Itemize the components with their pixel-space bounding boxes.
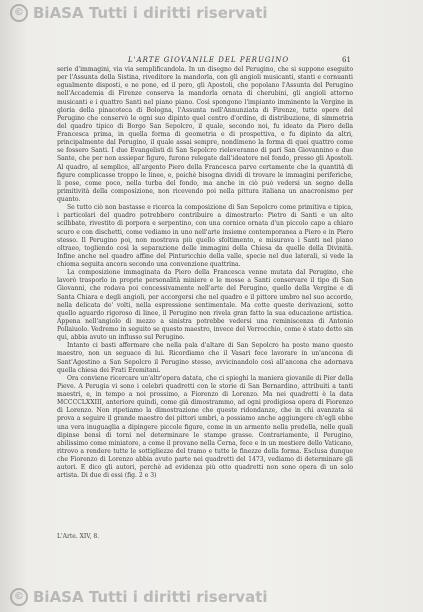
copyright-icon: © [10,4,28,22]
paragraph: La composizione immaginata da Piero della Francesca venne mutata dal Perugino, che lavorò trasporlo in proprie personalità miniere e le mosse a Santi conservare il tipo di San Giovanni, che rodava poi concessivamente nell'arte del Perugino, quello della Vergine e di Santa Chiara e degli angioli, per accorgersi che nel quadro e il pittore umbro nel suo accordo, nella delicata de' volti, nella espressione sentimentale. Ma cotte queste derivazioni, sotto quello aguardo rigoroso di linee, il Perugino non rivela gran fatto la sua educazione artistica. Appena nell'angiolo di mezzo a sinistra potrebbe vedersi una reminiscenza di Antonio Pollaiuolo. Vedremo in seguito se questo maestro, invece del Verrocchio, come è stato detto sin qui, abbia avuto un influsso sul Perugino. [57,269,353,342]
body-text [57,66,353,480]
watermark-text: BiASA Tutti i diritti riservati [33,588,268,606]
running-head-title: L'ARTE GIOVANILE DEL PERUGINO [128,56,290,64]
watermark-bottom [10,588,268,606]
watermark-text: BiASA Tutti i diritti riservati [33,4,268,22]
paragraph: Intanto ci basti affermare che nella pala d'altare di San Sepolcro ha posto mano questo maestro, non un seguace di lui. Ricordiamo che il Vasari fece lavorare in un'ancona di Sant'Agostino a San Sepolcro il Perugino stesso, avvicinandolo così all'ancona che adornava quella chiesa dei Frati Eremitani. [57,342,353,374]
paragraph: Ora conviene ricercare un'altr'opera datata, che ci spieghi la maniera giovanile di Pier della Pieve. A Perugia vi sono i celebri quadretti con le storie di San Bernardino, attribuiti a tanti maestri, e, in tempo a noi prossimo, a Fiorenzo di Lorenzo. Ma nei quadretti è la data MCCCCLXXIII, anteriore quindi, come già dimostrammo, ad ogni prodigiosa opera di Fiorenzo di Lorenzo. Non ripetiamo la dimostrazione che queste ridondanze, che in chi avanzata si prova a seguire il grande maestro dei pittori umbri, a possiamo anche aggiungere ch'egli ebbe una vera inuguaglia a dipingere piccole figure, come in un armento nella predella, nelle quali dipinse bensì di torni nel determinare le stampe grasse. Contrariamente, il Perugino, abilissimo come miniatore, a come il provano nella Cerna, fece e in un mestiere dello Vaticano, ritrovo a rendere tutte le sottigliezze del tramo e tutte le finezze della forma. Esclusa dunque che Fiorenzo di Lorenzo abbia avuto parte nei quadretti del 1473, vediamo di determinare gli autori. E dico gli autori, perchè ad evidenza più otto quadretti non sono opera di un solo artista. Di due di essi (fig. 2 e 3) [57,374,353,480]
signature-mark: L'Arte. XIV, 8. [57,533,100,540]
copyright-icon: © [10,588,28,606]
paragraph: serie d'immagini, via via semplificandola. In un disegno del Perugino, che si suppone eseguito per l'Assunta della Sistina, riveditore la mandorla, con gli angioli musicanti, stanti e cornuanti egualmente disposti, e ne pone, ed il pero, gli Apostoli, che popolano l'Assunta del Perugino nell'Accademia di Firenze conserva la mandorla ornata di cherubini, gli angioli attorno musicanti e i quattro Santi nel piano piano. Così spongono l'impianto imminente la Vergine in gloria della pinacoteca di Bologna, l'Assunta nell'Annunziata di Firenze, tutte opere del Perugino che conservò le ogni suo dipinto quel centro d'ordine, di distribuzione, di simmetria del quadro tipico di Borgo San Sepolcro, il quale, secondo noi, fu ideato da Piero della Francesca prima, in quella forma di geometria e di prospettiva, e fu dipinto da altri, principalmente dal Perugino, il quale assai sempre, nondimeno la forma di quei quattro come se fossero Santi. I due Evangelisti di San Sepolcro rieleveranno di pari San Giovannino e due Sante, che per non assiepar figure, furono relegate dall'ideatore nel fondo, presso gli Apostoli. Al quadro, al semplice, all'argento Piero della Francesca parve certamente che la quantità di figure complicasse troppo le linee, e, poichè bisogna dividi di trovare le immagini periferiche, li pose, come poco, nella turba del fondo, ma anche in ciò può vedersi un segno della primitività della composizione, non ricevendo poi nella pittura italiana un anacronismo per quanto. [57,66,353,203]
paragraph: Se tutto ciò non bastasse e ricerca la composizione di San Sepolcro come primitiva e tipica, i particolari del quadro potrebbero contribuire a dimostrarlo: Pietro di Santi e un alto scilbbate, rivestito di porpora e serpentino, con una cornice ornata d'un piccolo capo a chiaro scuro e con dischetti, come vediamo in uno nell'arte insieme contemporanea a Piero e in Piero stesso. Il Perugino poi, non mostrava più quello sfoltimento, e misurava i Santi nel piano oltraeo, togliendo così la separazione delle immagini della Chiesa da quelle della Divinità. Infine anche nel quadro affine del Pinturicchio della valle, specie nel due laterali, si vede la chioma seguita ancora secondo una convenzione quattrina. [57,204,353,268]
page-number: 61 [342,56,351,64]
watermark-top [10,4,268,22]
